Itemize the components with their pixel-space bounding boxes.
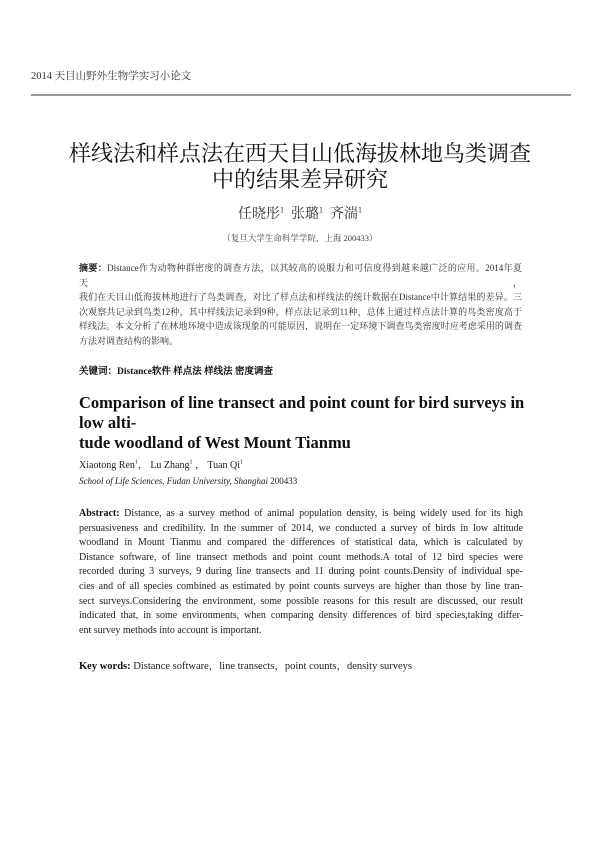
abstract-cn-line: 我们在天目山低海拔林地进行了鸟类调查，对比了样点法和样线法的统计数据在Distance中计算结果的差异。三	[79, 292, 522, 302]
abstract-cn-line: Distance作为动物种群密度的调查方法，以其较高的说服力和可信度得到越来越广泛的应用。2014年夏天，	[79, 263, 522, 288]
author-sup: 1	[319, 205, 323, 215]
abstract-en-line: indicated that, in some environments, when comparing density differences of bird species,taking differ-	[79, 610, 523, 622]
keywords-cn	[79, 365, 600, 379]
keywords-en-label: Key words:	[79, 661, 131, 673]
abstract-en-line: sect surveys.Considering the environment, some possible reasons for this result are discussed, our result	[79, 595, 523, 607]
title-cn-line: 中的结果差异研究	[211, 168, 388, 193]
keywords-en	[79, 660, 600, 674]
affiliation-en-code: 200433	[267, 476, 298, 486]
author-name: Tuan Qi	[207, 460, 241, 471]
abstract-en-line: recorded during 3 surveys, 9 during line transects and 11 during point counts.Density of individual spe-	[79, 566, 523, 578]
affiliation-en	[79, 475, 600, 487]
keywords-cn-text: Distance软件 样点法 样线法 密度调查	[117, 367, 273, 377]
author-sup: 1	[240, 459, 244, 466]
author-name: Lu Zhang	[150, 460, 190, 471]
author-sup: 1	[134, 459, 138, 466]
author-sup: 1	[358, 205, 362, 215]
abstract-en-line: Distance, as a survey method of animal population density, is being widely used for its high	[119, 508, 523, 519]
running-head: 2014 天目山野外生物学实习小论文	[31, 71, 192, 82]
author-sup: 1	[280, 205, 284, 215]
title-en	[79, 393, 529, 453]
abstract-cn	[79, 261, 522, 348]
author-name: 张璐	[291, 207, 319, 222]
abstract-en-label: Abstract:	[79, 508, 120, 519]
abstract-en-line: ent survey methods into account is important.	[79, 624, 262, 636]
author-name: Xiaotong Ren	[79, 460, 135, 471]
author-name: 任晓彤	[238, 207, 280, 222]
abstract-en-line: cies and of all species combined as estimated by point counts surveys are higher than those by line tran-	[79, 580, 523, 592]
abstract-cn-label: 摘要：	[79, 263, 108, 273]
authors-cn	[0, 206, 600, 224]
abstract-en-line: persuasiveness and credibility. In the summer of 2014, we conducted a survey of birds in low altitude	[79, 522, 523, 534]
abstract-cn-line: 样线法。本文分析了在林地环境中造成该现象的可能原因，说明在一定环境下调查鸟类密度时应考虑采用的调查	[79, 321, 522, 331]
title-en-line: tude woodland of West Mount Tianmu	[79, 433, 351, 452]
keywords-cn-label: 关键词：	[79, 367, 118, 377]
authors-en	[79, 459, 600, 473]
keywords-en-text: Distance software，line transects，point counts，density surveys	[130, 661, 413, 673]
title-cn	[0, 142, 600, 194]
author-sep: ，	[192, 460, 205, 471]
header-rule	[31, 94, 571, 96]
abstract-en	[79, 507, 523, 638]
author-sep: ，	[137, 460, 148, 471]
abstract-cn-line: 方法对调查结构的影响。	[79, 335, 179, 346]
title-en-line: Comparison of line transect and point count for bird surveys in low alti-	[79, 393, 525, 432]
affiliation-cn: （复旦大学生命科学学院，上海 200433）	[222, 233, 378, 243]
title-cn-line: 样线法和样点法在西天目山低海拔林地鸟类调查	[68, 142, 531, 167]
affiliation-en-text: School of Life Sciences, Fudan University, Shanghai	[79, 476, 268, 486]
abstract-en-line: Distance software, of line transect methods and point count methods.A total of 12 bird species were	[79, 551, 523, 563]
abstract-cn-line: 次观察共记录到鸟类12种，其中样线法记录到9种，样点法记录到11种，总体上通过样点法计算的鸟类密度高于	[79, 306, 522, 317]
author-name: 齐湍	[330, 207, 358, 222]
author-sup: 1	[189, 459, 193, 466]
abstract-en-line: woodland in Mount Tianmu and compared the differences of statistical data, which is calculated by	[79, 537, 523, 549]
